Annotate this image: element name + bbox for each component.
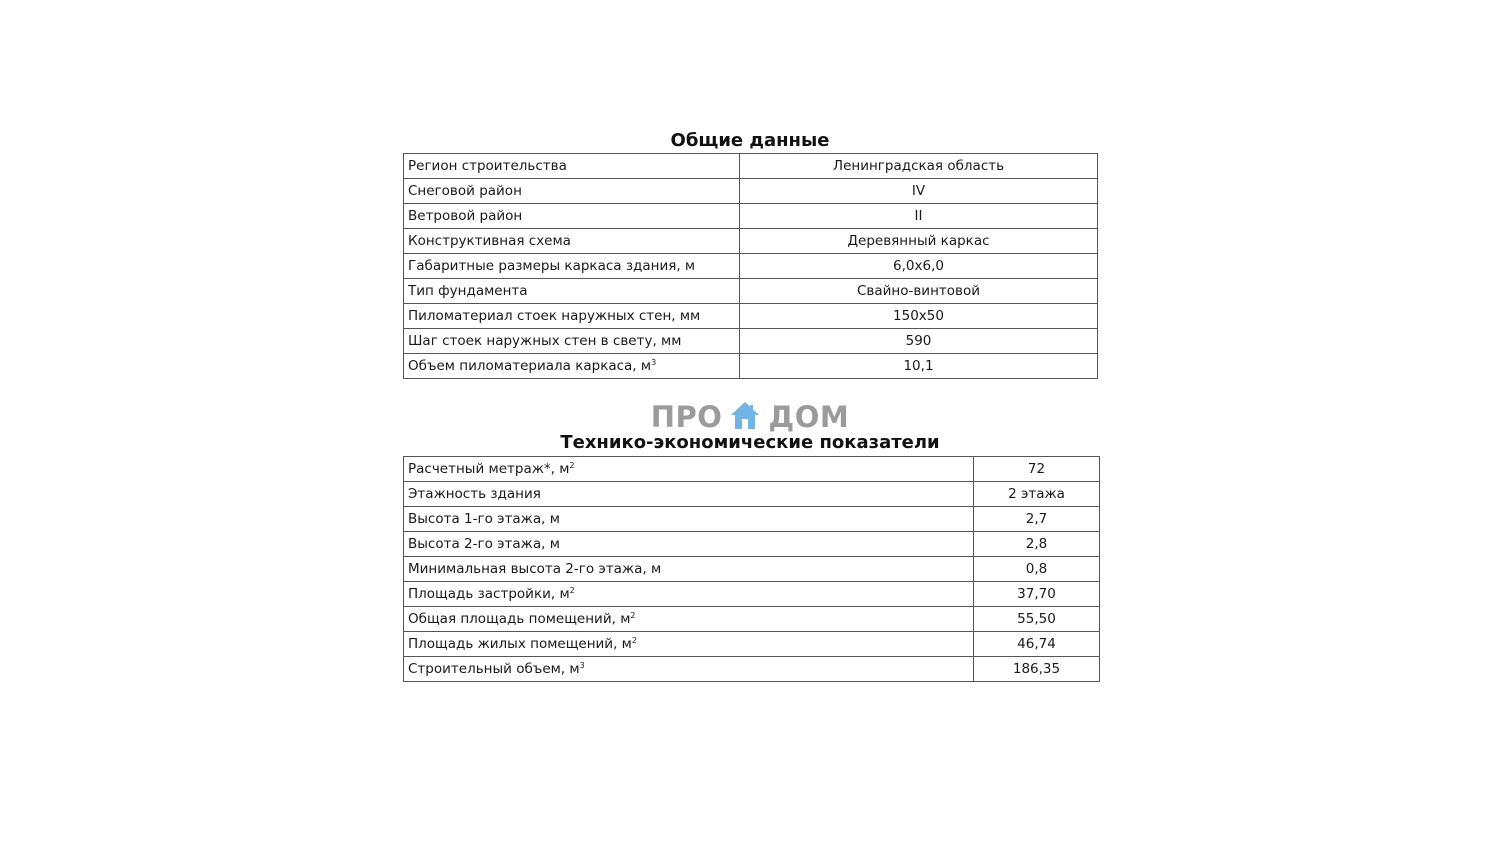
row-label: Площадь застройки, $м^2$ [404, 582, 974, 607]
table-row [404, 632, 1100, 657]
table-row [404, 507, 1100, 532]
row-value: 2,7 [974, 507, 1100, 532]
table-row [404, 329, 1098, 354]
row-value: Деревянный каркас [740, 229, 1098, 254]
row-label: Общая площадь помещений, $м^2$ [404, 607, 974, 632]
row-value: 0,8 [974, 557, 1100, 582]
table-row [404, 229, 1098, 254]
house-icon [730, 400, 760, 434]
general-data-title: Общие данные [670, 130, 830, 151]
row-value: 150х50 [740, 304, 1098, 329]
unit-superscript: 2 [630, 611, 636, 620]
table-row [404, 354, 1098, 379]
table-row [404, 304, 1098, 329]
logo-text-right: ДОМ [768, 400, 850, 434]
row-label: Пиломатериал стоек наружных стен, мм [404, 304, 740, 329]
unit-superscript: 3 [579, 661, 585, 670]
row-value: 2,8 [974, 532, 1100, 557]
row-value: 2 этажа [974, 482, 1100, 507]
table-row [404, 557, 1100, 582]
table-row [404, 154, 1098, 179]
table-row [404, 204, 1098, 229]
row-value: 10,1 [740, 354, 1098, 379]
unit-superscript: 2 [569, 586, 575, 595]
table-row [404, 279, 1098, 304]
row-label: Этажность здания [404, 482, 974, 507]
table-row [404, 457, 1100, 482]
row-label: Шаг стоек наружных стен в свету, мм [404, 329, 740, 354]
row-value: II [740, 204, 1098, 229]
row-value: IV [740, 179, 1098, 204]
row-label: Объем пиломатериала каркаса, $м^3$ [404, 354, 740, 379]
unit-superscript: 2 [569, 461, 575, 470]
row-label: Тип фундамента [404, 279, 740, 304]
tech-indicators-title: Технико-экономические показатели [560, 432, 940, 453]
row-value: 590 [740, 329, 1098, 354]
row-value: Свайно-винтовой [740, 279, 1098, 304]
row-label: Расчетный метраж*, $м^2$ [404, 457, 974, 482]
table-row [404, 582, 1100, 607]
row-label: Ветровой район [404, 204, 740, 229]
row-label: Конструктивная схема [404, 229, 740, 254]
general-data-table [403, 153, 1098, 379]
row-value: 6,0х6,0 [740, 254, 1098, 279]
table-row [404, 657, 1100, 682]
row-label: Габаритные размеры каркаса здания, м [404, 254, 740, 279]
logo-text-left: ПРО [650, 400, 723, 434]
row-label: Площадь жилых помещений, $м^2$ [404, 632, 974, 657]
row-label: Высота 2-го этажа, м [404, 532, 974, 557]
row-label: Высота 1-го этажа, м [404, 507, 974, 532]
unit-superscript: 2 [631, 636, 637, 645]
table-row [404, 532, 1100, 557]
unit-superscript: 3 [651, 358, 657, 367]
table-row [404, 179, 1098, 204]
row-value: 186,35 [974, 657, 1100, 682]
row-value: 46,74 [974, 632, 1100, 657]
table-row [404, 254, 1098, 279]
row-label: Регион строительства [404, 154, 740, 179]
table-row [404, 482, 1100, 507]
row-value: 72 [974, 457, 1100, 482]
row-value: 37,70 [974, 582, 1100, 607]
table-row [404, 607, 1100, 632]
row-value: Ленинградская область [740, 154, 1098, 179]
row-label: Снеговой район [404, 179, 740, 204]
row-value: 55,50 [974, 607, 1100, 632]
tech-indicators-table [403, 456, 1100, 682]
row-label: Минимальная высота 2-го этажа, м [404, 557, 974, 582]
row-label: Строительный объем, $м^3$ [404, 657, 974, 682]
